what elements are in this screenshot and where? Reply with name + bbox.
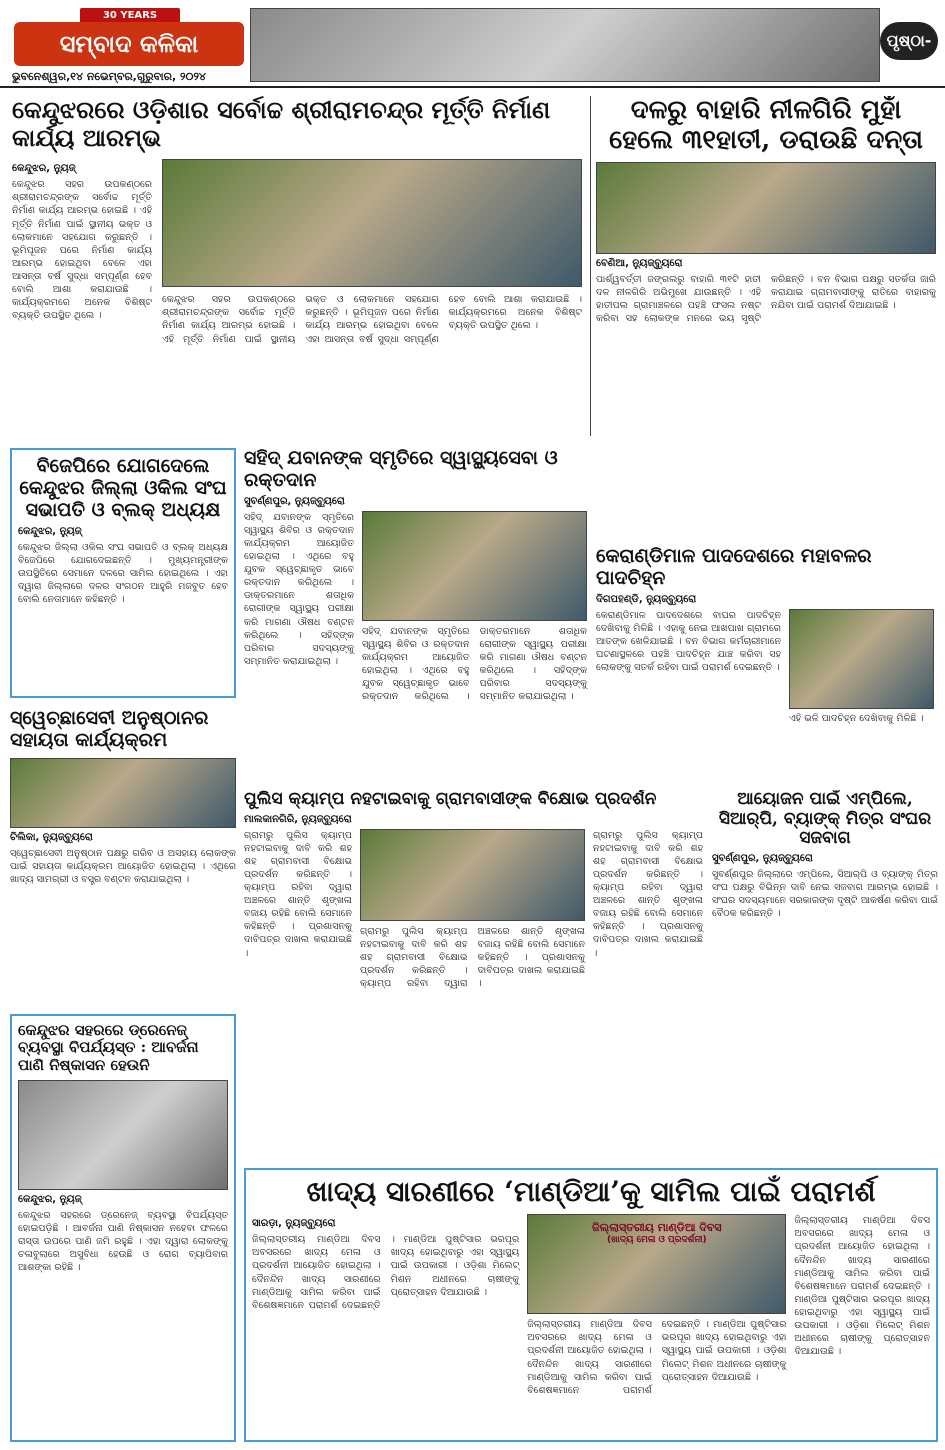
story-body-continued: ଜିଲ୍ଲାସ୍ତରୀୟ ମାଣ୍ଡିଆ ଦିବସ ଅବସରରେ ଖାଦ୍ୟ ମେଳା ଓ ପ୍ରଦର୍ଶନୀ ଆୟୋଜିତ ହୋଇଥିଲା । ଦୈନନ୍ଦିନ ଖାଦ୍ୟ ସାରଣୀରେ ମାଣ୍ଡିଆକୁ ସାମିଲ କରିବା ପାଇଁ ବିଶେଷଜ୍ଞମାନେ ପରାମର୍ଶ ଦେଇଛନ୍ତି । ମାଣ୍ଡିଆ ପୁଷ୍ଟିସାର ଭରପୂର ଖାଦ୍ୟ ହୋଇଥିବାରୁ ଏହା ସ୍ୱାସ୍ଥ୍ୟ ପାଇଁ ଉପକାରୀ । ଓଡ଼ିଶା ମିଲେଟ୍ ମିଶନ ଅଧୀନରେ ଚାଷୀଙ୍କୁ ପ୍ରୋତ୍ସାହନ ଦିଆଯାଉଛି ।	[527, 1319, 787, 1396]
story-byline: କେନ୍ଦୁଝର, ନ୍ୟୁଜ୍	[12, 163, 76, 175]
story-body: ଜିଲ୍ଲାସ୍ତରୀୟ ମାଣ୍ଡିଆ ଦିବସ ଅବସରରେ ଖାଦ୍ୟ ମେଳା ଓ ପ୍ରଦର୍ଶନୀ ଆୟୋଜିତ ହୋଇଥିଲା । ଦୈନନ୍ଦିନ ଖାଦ୍ୟ ସାରଣୀରେ ମାଣ୍ଡିଆକୁ ସାମିଲ କରିବା ପାଇଁ ବିଶେଷଜ୍ଞମାନେ ପରାମର୍ଶ ଦେଇଛନ୍ତି । ମାଣ୍ଡିଆ ପୁଷ୍ଟିସାର ଭରପୂର ଖାଦ୍ୟ ହୋଇଥିବାରୁ ଏହା ସ୍ୱାସ୍ଥ୍ୟ ପାଇଁ ଉପକାରୀ । ଓଡ଼ିଶା ମିଲେଟ୍ ମିଶନ ଅଧୀନରେ ଚାଷୀଙ୍କୁ ପ୍ରୋତ୍ସାହନ ଦିଆଯାଉଛି ।	[252, 1234, 520, 1311]
story-blood-donation	[244, 448, 589, 778]
story-drainage	[10, 1014, 236, 1442]
story-photo	[362, 511, 587, 621]
story-photo	[527, 1214, 786, 1314]
story-headline: ସ୍ୱେଚ୍ଛାସେବୀ ଅନୁଷ୍ଠାନର ସହାୟତା କାର୍ଯ୍ୟକ୍ରମ	[10, 708, 209, 751]
story-body: ସୁବର୍ଣ୍ଣପୁର ଜିଲ୍ଲାରେ ଏମ୍‌ପିଲେ, ସିଆର୍‌ପି ଓ ବ୍ୟାଙ୍କ୍ ମିତ୍ର ସଂଘ ପକ୍ଷରୁ ବିଭିନ୍ନ ଦାବି ନେଇ ସଜବାଗ ଆରମ୍ଭ ହୋଇଛି । ସଂଘର ସଦସ୍ୟମାନେ ସରକାରଙ୍କ ଦୃଷ୍ଟି ଆକର୍ଷଣ କରିବା ପାଇଁ ବୈଠକ କରିଛନ୍ତି ।	[712, 868, 938, 919]
story-body-continued: ଗ୍ରାମରୁ ପୁଲିସ କ୍ୟାମ୍ପ ନହଟାଇବାକୁ ଦାବି କରି ଶହ ଶହ ଗ୍ରାମବାସୀ ବିକ୍ଷୋଭ ପ୍ରଦର୍ଶନ କରିଛନ୍ତି । କ୍ୟାମ୍ପ ରହିବା ଦ୍ୱାରା ଅଞ୍ଚଳରେ ଶାନ୍ତି ଶୃଙ୍ଖଳା ବଜାୟ ରହିଛି ବୋଲି ସେମାନେ କହିଛନ୍ତି । ପ୍ରଶାସନକୁ ଦାବିପତ୍ର ଦାଖଲ କରାଯାଇଛି ।	[360, 925, 585, 989]
story-body-continued: କେନ୍ଦୁଝର ସହର ଉପକଣ୍ଠରେ ଶ୍ରୀରାମଚନ୍ଦ୍ରଙ୍କ ସର୍ବୋଚ୍ଚ ମୂର୍ତ୍ତି ନିର୍ମାଣ କାର୍ଯ୍ୟ ଆରମ୍ଭ ହୋଇଛି । ଏହି ମୂର୍ତ୍ତି ନିର୍ମାଣ ପାଇଁ ସ୍ଥାନୀୟ ଭକ୍ତ ଓ ଲୋକମାନେ ସହଯୋଗ କରୁଛନ୍ତି । ଭୂମିପୂଜନ ପରେ ନିର୍ମାଣ କାର୍ଯ୍ୟ ଆରମ୍ଭ ହୋଇଥିବା ବେଳେ ଏହା ଆସନ୍ତା ବର୍ଷ ସୁଦ୍ଧା ସମ୍ପୂର୍ଣ୍ଣ ହେବ ବୋଲି ଆଶା କରାଯାଉଛି । କାର୍ଯ୍ୟକ୍ରମରେ ଅନେକ ବିଶିଷ୍ଟ ବ୍ୟକ୍ତି ଉପସ୍ଥିତ ଥିଲେ ।	[162, 294, 582, 345]
story-police-camp	[244, 790, 704, 1160]
story-photo	[789, 609, 934, 709]
story-headline: ଦଳରୁ ବାହାରି ନୀଳଗିରି ମୁହାଁ ହେଲେ ୩୧ହାତୀ, ଡରାଉଛି ଦନ୍ତା	[609, 96, 923, 155]
story-headline: ଆୟୋଜନ ପାଇଁ ଏମ୍‌ପିଲେ, ସିଆର୍‌ପି, ବ୍ୟାଙ୍କ୍ ମିତ୍ର ସଂଘର ସଜବାଗ	[718, 790, 932, 849]
story-headline: ଖାଦ୍ୟ ସାରଣୀରେ ‘ମାଣ୍ଡିଆ’କୁ ସାମିଲ ପାଇଁ ପରାମର୍ଶ	[306, 1175, 876, 1208]
story-body: ପାର୍ଶ୍ୱବର୍ତ୍ତୀ ଜଙ୍ଗଲରୁ ବାହାରି ୩୧ଟି ହାତୀ ଦଳ ନୀଳଗିରି ଅଭିମୁଖେ ଯାଉଛନ୍ତି । ଏହି ହାତୀପଲ ଗ୍ରାମାଞ୍ଚଳରେ ପହଞ୍ଚି ଫସଲ ନଷ୍ଟ କରିବା ସହ ଲୋକଙ୍କ ମନରେ ଭୟ ସୃଷ୍ଟି କରିଛନ୍ତି । ବନ ବିଭାଗ ପକ୍ଷରୁ ସତର୍କତା ଜାରି କରାଯାଇ ଗ୍ରାମବାସୀଙ୍କୁ ରାତିରେ ବାହାରକୁ ନଯିବା ପାଇଁ ପରାମର୍ଶ ଦିଆଯାଇଛି ।	[596, 273, 936, 325]
story-body: କେନ୍ଦୁଝର ସହର ଉପକଣ୍ଠରେ ଶ୍ରୀରାମଚନ୍ଦ୍ରଙ୍କ ସର୍ବୋଚ୍ଚ ମୂର୍ତ୍ତି ନିର୍ମାଣ କାର୍ଯ୍ୟ ଆରମ୍ଭ ହୋଇଛି । ଏହି ମୂର୍ତ୍ତି ନିର୍ମାଣ ପାଇଁ ସ୍ଥାନୀୟ ଭକ୍ତ ଓ ଲୋକମାନେ ସହଯୋଗ କରୁଛନ୍ତି । ଭୂମିପୂଜନ ପରେ ନିର୍ମାଣ କାର୍ଯ୍ୟ ଆରମ୍ଭ ହୋଇଥିବା ବେଳେ ଏହା ଆସନ୍ତା ବର୍ଷ ସୁଦ୍ଧା ସମ୍ପୂର୍ଣ୍ଣ ହେବ ବୋଲି ଆଶା କରାଯାଉଛି । କାର୍ଯ୍ୟକ୍ରମରେ ଅନେକ ବିଶିଷ୍ଟ ବ୍ୟକ୍ତି ଉପସ୍ଥିତ ଥିଲେ ।	[12, 179, 152, 322]
masthead-photo-strip	[250, 8, 880, 82]
column-rule	[590, 96, 591, 436]
story-byline: କେନ୍ଦୁଝର, ନ୍ୟୁଜ୍	[18, 525, 82, 537]
story-body-continued: ସହିଦ୍ ଯବାନଙ୍କ ସ୍ମୃତିରେ ସ୍ୱାସ୍ଥ୍ୟ ଶିବିର ଓ ରକ୍ତଦାନ କାର୍ଯ୍ୟକ୍ରମ ଆୟୋଜିତ ହୋଇଥିଲା । ଏଥିରେ ବହୁ ଯୁବକ ସ୍ୱେଚ୍ଛାକୃତ ଭାବେ ରକ୍ତଦାନ କରିଥିଲେ । ଡାକ୍ତରମାନେ ଶତାଧିକ ରୋଗୀଙ୍କ ସ୍ୱାସ୍ଥ୍ୟ ପରୀକ୍ଷା କରି ମାଗଣା ଔଷଧ ବଣ୍ଟନ କରିଥିଲେ । ସହିଦ୍‌ଙ୍କ ପରିବାର ସଦସ୍ୟଙ୍କୁ ସମ୍ମାନିତ କରାଯାଇଥିଲା ।	[362, 625, 587, 703]
story-body: ସହିଦ୍ ଯବାନଙ୍କ ସ୍ମୃତିରେ ସ୍ୱାସ୍ଥ୍ୟ ଶିବିର ଓ ରକ୍ତଦାନ କାର୍ଯ୍ୟକ୍ରମ ଆୟୋଜିତ ହୋଇଥିଲା । ଏଥିରେ ବହୁ ଯୁବକ ସ୍ୱେଚ୍ଛାକୃତ ଭାବେ ରକ୍ତଦାନ କରିଥିଲେ । ଡାକ୍ତରମାନେ ଶତାଧିକ ରୋଗୀଙ୍କ ସ୍ୱାସ୍ଥ୍ୟ ପରୀକ୍ଷା କରି ମାଗଣା ଔଷଧ ବଣ୍ଟନ କରିଥିଲେ । ସହିଦ୍‌ଙ୍କ ପରିବାର ସଦସ୍ୟଙ୍କୁ ସମ୍ମାନିତ କରାଯାଇଥିଲା ।	[244, 511, 354, 667]
story-body: ସ୍ୱେଚ୍ଛାସେବୀ ଅନୁଷ୍ଠାନ ପକ୍ଷରୁ ଗରିବ ଓ ଅସହାୟ ଲୋକଙ୍କ ପାଇଁ ସହାୟତା କାର୍ଯ୍ୟକ୍ରମ ଆୟୋଜିତ ହୋଇଥିଲା । ଏଥିରେ ଖାଦ୍ୟ ସାମଗ୍ରୀ ଓ ବସ୍ତ୍ର ବଣ୍ଟନ କରାଯାଇଥିଲା ।	[10, 847, 236, 885]
page-number: ପୃଷ୍ଠା- ୨	[880, 22, 938, 60]
story-tiger-pugmarks	[596, 546, 936, 756]
newspaper-logo: ସମ୍ବାଦ କଳିକା	[14, 22, 244, 66]
story-volunteer	[10, 708, 236, 1008]
story-headline: କେରାଣ୍ଡିମାଳ ପାଦଦେଶରେ ମହାବଳର ପାଦଚିହ୍ନ	[596, 546, 872, 589]
story-photo	[360, 829, 585, 921]
story-headline: କେନ୍ଦୁଝରରେ ଓଡ଼ିଶାର ସର୍ବୋଚ୍ଚ ଶ୍ରୀରାମଚନ୍ଦ୍ର ମୂର୍ତ୍ତି ନିର୍ମାଣ କାର୍ଯ୍ୟ ଆରମ୍ଭ	[12, 96, 551, 152]
story-byline: ସୁବର୍ଣ୍ଣପୁର, ନ୍ୟୁଜ୍‌ବ୍ୟୁରୋ	[244, 495, 345, 507]
dateline: ଭୁବନେଶ୍ୱର,୧୪ ନଭେମ୍ବର,ଗୁରୁବାର, ୨୦୨୪	[12, 70, 206, 83]
story-headline: ବିଜେପିରେ ଯୋଗଦେଲେ କେନ୍ଦୁଝର ଜିଲ୍ଲା ଓକିଲ ସଂଘ ସଭାପତି ଓ ବ୍ଲକ୍ ଅଧ୍ୟକ୍ଷ	[19, 455, 227, 521]
story-byline: ମାଲକାନଗିରି, ନ୍ୟୁଜ୍‌ବ୍ୟୁରୋ	[244, 813, 352, 825]
event-banner-title: ଜିଲ୍ଲାସ୍ତରୀୟ ମାଣ୍ଡିଆ ଦିବସ	[592, 1221, 722, 1235]
story-body: କେନ୍ଦୁଝର ସହରରେ ଡ୍ରେନେଜ୍ ବ୍ୟବସ୍ଥା ବିପର୍ଯ୍ୟସ୍ତ ହୋଇପଡ଼ିଛି । ଆବର୍ଜନା ପାଣି ନିଷ୍କାସନ ନହେବା ଫଳରେ ରାସ୍ତା ଉପରେ ପାଣି ଜମି ରହୁଛି । ଏହା ଦ୍ୱାରା ଲୋକଙ୍କୁ ଚଳାବୁଲାରେ ଅସୁବିଧା ହେଉଛି ଓ ରୋଗ ବ୍ୟାପିବାର ଆଶଙ୍କା ରହିଛି ।	[18, 1209, 228, 1274]
story-body: କେରାଣ୍ଡିମାଳ ପାଦଦେଶରେ ବାଘର ପାଦଚିହ୍ନ ଦେଖିବାକୁ ମିଳିଛି । ଏହାକୁ ନେଇ ଆଖପାଖ ଗ୍ରାମରେ ଆତଙ୍କ ଖେଳିଯାଇଛି । ବନ ବିଭାଗ କର୍ମଚାରୀମାନେ ଘଟଣାସ୍ଥଳରେ ପହଞ୍ଚି ପାଦଚିହ୍ନ ଯାଞ୍ଚ କରିବା ସହ ଲୋକଙ୍କୁ ସତର୍କ ରହିବା ପାଇଁ ପରାମର୍ଶ ଦେଇଛନ୍ତି ।	[596, 609, 781, 674]
story-byline: ଦିଗପହଣ୍ଡି, ନ୍ୟୁଜ୍‌ବ୍ୟୁରୋ	[596, 593, 697, 605]
story-photo	[596, 162, 936, 254]
story-bjp-joining	[10, 448, 236, 698]
story-body-column: ଗ୍ରାମରୁ ପୁଲିସ କ୍ୟାମ୍ପ ନହଟାଇବାକୁ ଦାବି କରି ଶହ ଶହ ଗ୍ରାମବାସୀ ବିକ୍ଷୋଭ ପ୍ରଦର୍ଶନ କରିଛନ୍ତି । କ୍ୟାମ୍ପ ରହିବା ଦ୍ୱାରା ଅଞ୍ଚଳରେ ଶାନ୍ତି ଶୃଙ୍ଖଳା ବଜାୟ ରହିଛି ବୋଲି ସେମାନେ କହିଛନ୍ତି । ପ୍ରଶାସନକୁ ଦାବିପତ୍ର ଦାଖଲ କରାଯାଇଛି ।	[593, 829, 703, 959]
story-photo	[162, 159, 582, 287]
story-byline: ବେଣିଆ, ନ୍ୟୁଜ୍‌ବ୍ୟୁରୋ	[596, 257, 683, 269]
story-photo	[18, 1080, 228, 1190]
story-byline: ସୁବର୍ଣ୍ଣପୁର, ନ୍ୟୁଜ୍‌ବ୍ୟୁରୋ	[712, 852, 813, 864]
story-body: ଗ୍ରାମରୁ ପୁଲିସ କ୍ୟାମ୍ପ ନହଟାଇବାକୁ ଦାବି କରି ଶହ ଶହ ଗ୍ରାମବାସୀ ବିକ୍ଷୋଭ ପ୍ରଦର୍ଶନ କରିଛନ୍ତି । କ୍ୟାମ୍ପ ରହିବା ଦ୍ୱାରା ଅଞ୍ଚଳରେ ଶାନ୍ତି ଶୃଙ୍ଖଳା ବଜାୟ ରହିଛି ବୋଲି ସେମାନେ କହିଛନ୍ତି । ପ୍ରଶାସନକୁ ଦାବିପତ୍ର ଦାଖଲ କରାଯାଇଛି ।	[244, 829, 352, 959]
story-byline: କେନ୍ଦୁଝର, ନ୍ୟୁଜ୍	[18, 1193, 82, 1205]
story-rama-idol	[12, 96, 587, 446]
story-byline: ସାରଡ଼ା, ନ୍ୟୁଜ୍‌ବ୍ୟୁରୋ	[252, 1218, 336, 1230]
event-banner-subtitle: (ଖାଦ୍ୟ ମେଳା ଓ ପ୍ରଦର୍ଶନୀ)	[606, 1235, 707, 1246]
story-headline: ସହିଦ୍ ଯବାନଙ୍କ ସ୍ମୃତିରେ ସ୍ୱାସ୍ଥ୍ୟସେବା ଓ ରକ୍ତଦାନ	[244, 448, 558, 491]
story-headline: କେନ୍ଦୁଝର ସହରରେ ଡ୍ରେନେଜ୍ ବ୍ୟବସ୍ଥା ବିପର୍ଯ୍ୟସ୍ତ : ଆବର୍ଜନା ପାଣି ନିଷ୍କାସନ ହେଉନି	[18, 1021, 199, 1074]
story-elephants	[596, 96, 936, 556]
masthead	[0, 0, 945, 88]
story-byline: ଚିଲିକା, ନ୍ୟୁଜ୍‌ବ୍ୟୁରୋ	[10, 831, 93, 843]
anniversary-badge: 30 YEARS	[80, 8, 180, 24]
story-body: କେନ୍ଦୁଝର ଜିଲ୍ଲା ଓକିଲ ସଂଘ ସଭାପତି ଓ ବ୍ଲକ୍ ଅଧ୍ୟକ୍ଷ ବିଜେପିରେ ଯୋଗଦେଇଛନ୍ତି । ମୁଖ୍ୟମନ୍ତ୍ରୀଙ୍କ ଉପସ୍ଥିତିରେ ସେମାନେ ଦଳରେ ସାମିଲ ହୋଇଥିଲେ । ଏହା ଦ୍ୱାରା ଜିଲ୍ଲାରେ ଦଳର ସଂଗଠନ ଆହୁରି ମଜବୁତ ହେବ ବୋଲି ନେତାମାନେ କହିଛନ୍ତି ।	[18, 541, 228, 605]
story-mpl-association	[712, 790, 938, 1160]
story-headline: ପୁଲିସ କ୍ୟାମ୍ପ ନହଟାଇବାକୁ ଗ୍ରାମବାସୀଙ୍କ ବିକ୍ଷୋଭ ପ୍ରଦର୍ଶନ	[244, 790, 657, 809]
story-body-column: ଜିଲ୍ଲାସ୍ତରୀୟ ମାଣ୍ଡିଆ ଦିବସ ଅବସରରେ ଖାଦ୍ୟ ମେଳା ଓ ପ୍ରଦର୍ଶନୀ ଆୟୋଜିତ ହୋଇଥିଲା । ଦୈନନ୍ଦିନ ଖାଦ୍ୟ ସାରଣୀରେ ମାଣ୍ଡିଆକୁ ସାମିଲ କରିବା ପାଇଁ ବିଶେଷଜ୍ଞମାନେ ପରାମର୍ଶ ଦେଇଛନ୍ତି । ମାଣ୍ଡିଆ ପୁଷ୍ଟିସାର ଭରପୂର ଖାଦ୍ୟ ହୋଇଥିବାରୁ ଏହା ସ୍ୱାସ୍ଥ୍ୟ ପାଇଁ ଉପକାରୀ । ଓଡ଼ିଶା ମିଲେଟ୍ ମିଶନ ଅଧୀନରେ ଚାଷୀଙ୍କୁ ପ୍ରୋତ୍ସାହନ ଦିଆଯାଉଛି ।	[794, 1215, 930, 1358]
story-photo	[10, 758, 236, 828]
story-mandia-diet	[244, 1168, 938, 1442]
photo-caption: ଏହି ଭଳି ପାଦଚିହ୍ନ ଦେଖିବାକୁ ମିଳିଛି ।	[789, 712, 924, 724]
